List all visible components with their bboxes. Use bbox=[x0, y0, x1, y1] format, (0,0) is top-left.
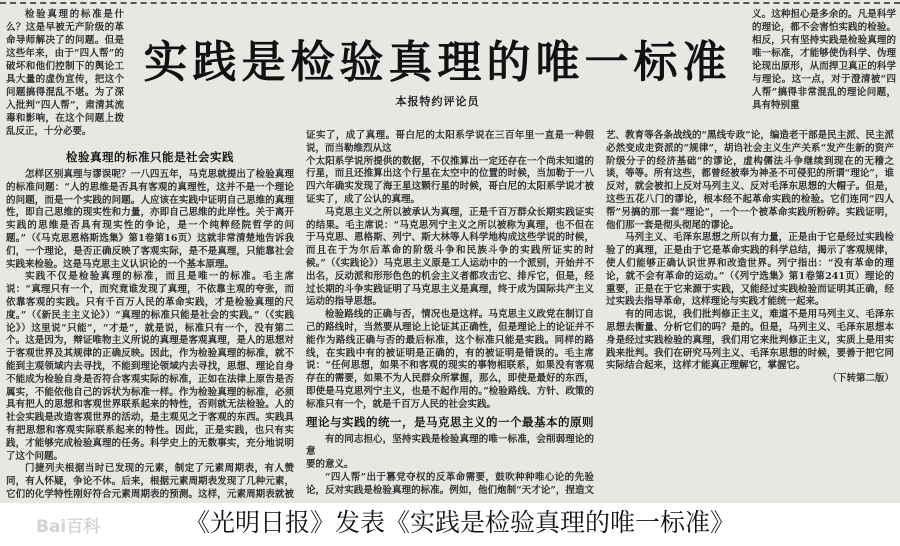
top-border bbox=[0, 2, 900, 4]
section-heading-2: 理论与实践的统一，是马克思主义的一个最基本的原则 bbox=[306, 414, 594, 429]
paragraph: 马克思主义之所以被承认为真理，正是千百万群众长期实践证实的结果。毛主席说：“马克思列宁主义之所以被称为真理，也不但在于马克思、恩格斯、列宁、斯大林等人科学地构成这些学说的时候，而且在于为尔后革命的阶级斗争和民族斗争的实践所证实的时候。”（《实践论》）马克思主义原是工人运动中的一个派别，开始并不出名，反动派和形形色色的机会主义者都攻击它、排斥它，但是，经过长期的斗争实践证明了马克思主义是真理，终于成为国际共产主义运动的指导思想。 bbox=[306, 206, 594, 308]
paragraph: 门捷列夫根据当时已发现的元素，制定了元素周期表，有人赞同，有人怀疑，争论不休。后来，根据元素周期表发现了几种元素，它们的化学特性刚好符合元素周期表的预测。这样，元素周期表就被证实了，成了真理。哥白尼的太阳系学说在三百年里一直是一种假说，而当勒维烈从这 bbox=[6, 130, 594, 500]
paragraph: 有的同志说，我们批判修正主义，难道不是用马列主义、毛泽东思想去衡量、分析它们的吗？是的。但是，马列主义、毛泽东思想本身是经过实践检验的真理，我们用它来批判修正主义，实质上是用实践来批判。我们在研究马列主义、毛泽东思想的时候，要善于把它同实际结合起来，这样才能真正理解它，掌握它。 bbox=[606, 309, 894, 372]
right-top-text: 义。这种担心是多余的。凡是科学的理论，都不会害怕实践的检验。相反，只有坚持实践是检验真理的唯一标准，才能够使伪科学、伪理论现出原形，从而捍卫真正的科学与理论。这一点，对于澄清被“四人帮”搞得非常混乱的理论问题，具有特别重 bbox=[752, 9, 896, 111]
paragraph: 个太阳系学说所提供的数据，不仅推算出一定还存在一个尚未知道的行星，而且还推算出这个行星在太空中的位置的时候，当加勒于一八四六年确实发现了海王星这颗行星的时候，哥白尼的太阳系学说才被证实了，成了公认的真理。 bbox=[306, 155, 594, 205]
right-top-column bbox=[752, 8, 896, 112]
image-caption: 《光明日报》发表《实践是检验真理的唯一标准》 bbox=[184, 508, 735, 537]
watermark-logo: Bai百科 bbox=[36, 517, 101, 537]
article-body bbox=[6, 130, 894, 502]
paragraph: “四人帮”出于篡党夺权的反革命需要，鼓吹种种唯心论的先验论，反对实践是检验真理的标准。例如，他们炮制“天才论”，捏造文艺、教育等各条战线的“黑线专政”论，编造老干部是民主派、民主派必然变成走资派的“规律”，胡诌社会主义生产关系“发产生新的资产阶级分子的经济基础”的谬论，虚构儒法斗争继续到现在的无稽之谈，等等。所有这些，都曾经被奉为神圣不可侵犯的所谓“理论”，谁反对，就会被扣上反对马列主义、反对毛泽东思想的大帽子。但是，这些五花八门的谬论，根本经不起革命实践的检验。它们连同“四人帮”另搞的那一套“理论”，一个一个被革命实践所粉碎。实践证明，他们那一套是彻头彻尾的谬论。 bbox=[306, 130, 894, 496]
paragraph: 要的意义。 bbox=[306, 459, 354, 471]
editor-note-text: 检验真理的标准是什么？这是早被无产阶级的革命导师解决了的问题。但是这些年来，由于“四人帮”的破坏和他们控制下的舆论工具大量的虚伪宣传，把这个问题搞得混乱不堪。为了深入批判“四人帮”，肃清其流毒和影响，在这个问题上拨乱反正，十分必要。 bbox=[6, 9, 124, 137]
paragraph: 有的同志担心，坚持实践是检验真理的唯一标准，会削弱理论的意 bbox=[306, 433, 594, 458]
continued-note: （下转第二版） bbox=[827, 373, 894, 385]
section-heading-1: 检验真理的标准只能是社会实践 bbox=[66, 150, 234, 164]
paragraph: 实践不仅是检验真理的标准，而且是唯一的标准。毛主席说：“真理只有一个，而究竟谁发现了真理，不依靠主观的夸张，而依靠客观的实践。只有千百万人民的革命实践，才是检验真理的尺度。”（《新民主主义论》）“真理的标准只能是社会的实践。”（《实践论》）这里说“只能”，“才是”，就是说，标准只有一个，没有第二个。这是因为，辩证唯物主义所说的真理是客观真理，是人的思想对于客观世界及其规律的正确反映。因此，作为检验真理的标准，就不能到主观领域内去寻找，不能到理论领域内去寻找，思想、理论自身不能成为检验自身是否符合客观实际的标准，正如在法律上原告是否属实，不能依他自己的诉状为标准一样。作为检验真理的标准，必须具有把人的思想和客观世界联系起来的特性，否则就无法检验。人的社会实践是改造客观世界的活动，是主观见之于客观的东西。实践具有把思想和客观实际联系起来的特性。因此，正是实践，也只有实践，才能够完成检验真理的任务。科学史上的无数事实，充分地说明了这个问题。 bbox=[6, 271, 294, 462]
headline: 实践是检验真理的唯一标准 bbox=[143, 37, 732, 88]
paragraph: 检验路线的正确与否，情况也是这样。马克思主义政党在制订自己的路线时，当然要从理论上论证其正确性，但是理论上的论证并不能作为路线正确与否的最后标准，这个标准只能是实践。同样的路线，在实践中有的被证明是正确的，有的被证明是错误的。毛主席说：“任何思想，如果不和客观的现实的事物相联系，如果没有客观存在的需要，如果不为人民群众所掌握，那么，即使是最好的东西，即使是马克思列宁主义，也是不起作用的。”检验路线、方针、政策的标准只有一个，就是千百万人民的社会实践。 bbox=[306, 309, 594, 410]
editor-note bbox=[6, 8, 124, 138]
byline: 本报特约评论员 bbox=[395, 95, 480, 108]
paragraph: 马列主义、毛泽东思想之所以有力量，正是由于它是经过实践检验了的真理，正是由于它是革命实践的科学总结，揭示了客观规律，使人们能够正确认识世界和改造世界。列宁指出：“没有革命的理论，就不会有革命的运动。”（《列宁选集》第1卷第241页）理论的重要，正是在于它来源于实践，又能经过实践检验而证明其正确，经过实践去指导革命，这样理论与实践才能统一起来。 bbox=[606, 232, 894, 308]
paragraph: 怎样区别真理与谬误呢？一八四五年，马克思就提出了检验真理的标准问题：“人的思维是否具有客观的真理性，这并不是一个理论的问题，而是一个实践的问题。人应该在实践中证明自己思维的真理性，即自己思维的现实性和力量，亦即自己思维的此岸性。关于离开实践的思维是否具有现实性的争论，是一个纯粹经院哲学的问题。”（《马克思恩格斯选集》第1卷第16页）这就非常清楚地告诉我们，一个理论，是否正确反映了客观实际，是不是真理，只能靠社会实践来检验。这是马克思主义认识论的一个基本原理。 bbox=[6, 169, 294, 270]
